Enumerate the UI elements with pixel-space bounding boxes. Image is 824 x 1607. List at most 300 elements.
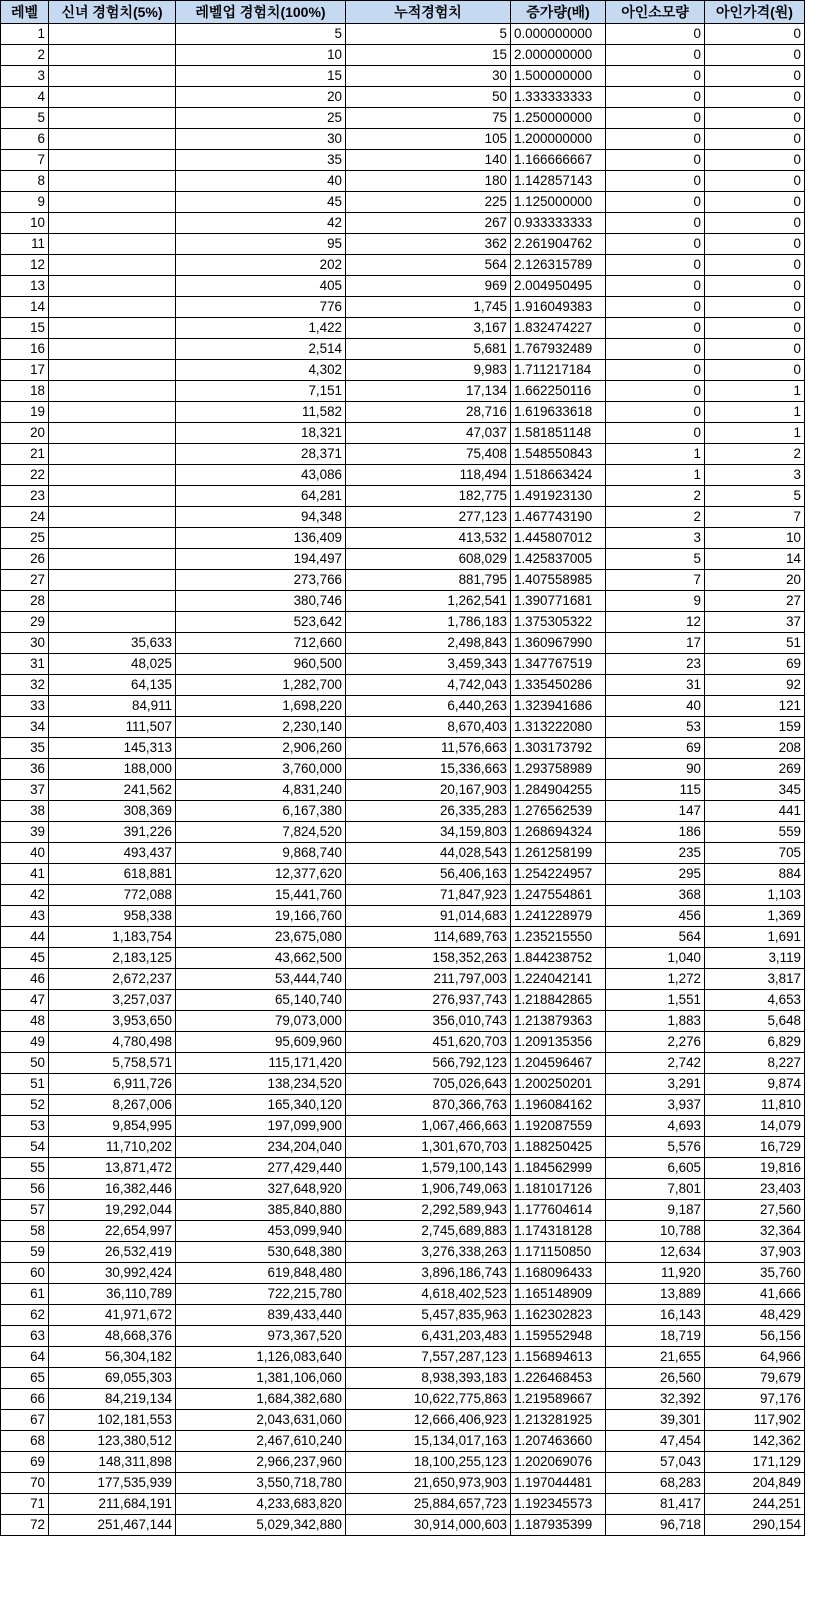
cell-level: 50 xyxy=(1,1053,49,1074)
cell-cumulative-exp: 225 xyxy=(346,192,511,213)
cell-increase-ratio: 1.165148909 xyxy=(511,1284,606,1305)
cell-levelup-exp: 64,281 xyxy=(176,486,346,507)
table-row xyxy=(1,507,805,528)
cell-levelup-exp: 40 xyxy=(176,171,346,192)
cell-goddess-exp: 64,135 xyxy=(49,675,176,696)
cell-goddess-exp xyxy=(49,66,176,87)
header-ain-price: 아인가격(원) xyxy=(705,1,805,24)
cell-increase-ratio: 1.500000000 xyxy=(511,66,606,87)
cell-ain-consumption: 6,605 xyxy=(606,1158,705,1179)
cell-ain-consumption: 12 xyxy=(606,612,705,633)
cell-increase-ratio: 1.518663424 xyxy=(511,465,606,486)
table-row xyxy=(1,780,805,801)
cell-ain-price: 208 xyxy=(705,738,805,759)
cell-increase-ratio: 1.159552948 xyxy=(511,1326,606,1347)
cell-ain-price: 0 xyxy=(705,297,805,318)
cell-levelup-exp: 138,234,520 xyxy=(176,1074,346,1095)
cell-cumulative-exp: 705,026,643 xyxy=(346,1074,511,1095)
cell-ain-price: 290,154 xyxy=(705,1515,805,1536)
cell-ain-consumption: 7 xyxy=(606,570,705,591)
cell-cumulative-exp: 4,742,043 xyxy=(346,675,511,696)
cell-levelup-exp: 2,467,610,240 xyxy=(176,1431,346,1452)
cell-level: 24 xyxy=(1,507,49,528)
cell-cumulative-exp: 182,775 xyxy=(346,486,511,507)
cell-ain-price: 1 xyxy=(705,402,805,423)
cell-level: 65 xyxy=(1,1368,49,1389)
cell-level: 37 xyxy=(1,780,49,801)
cell-goddess-exp xyxy=(49,276,176,297)
cell-ain-price: 16,729 xyxy=(705,1137,805,1158)
table-row xyxy=(1,423,805,444)
table-row xyxy=(1,171,805,192)
cell-ain-consumption: 0 xyxy=(606,150,705,171)
cell-ain-price: 0 xyxy=(705,150,805,171)
cell-ain-consumption: 0 xyxy=(606,276,705,297)
cell-cumulative-exp: 15,134,017,163 xyxy=(346,1431,511,1452)
cell-levelup-exp: 530,648,380 xyxy=(176,1242,346,1263)
cell-levelup-exp: 9,868,740 xyxy=(176,843,346,864)
table-row xyxy=(1,801,805,822)
cell-ain-consumption: 21,655 xyxy=(606,1347,705,1368)
table-row xyxy=(1,24,805,45)
cell-levelup-exp: 43,662,500 xyxy=(176,948,346,969)
table-header xyxy=(1,1,805,24)
cell-levelup-exp: 20 xyxy=(176,87,346,108)
cell-level: 72 xyxy=(1,1515,49,1536)
cell-levelup-exp: 1,381,106,060 xyxy=(176,1368,346,1389)
cell-ain-consumption: 4,693 xyxy=(606,1116,705,1137)
cell-increase-ratio: 2.126315789 xyxy=(511,255,606,276)
cell-ain-price: 51 xyxy=(705,633,805,654)
cell-ain-consumption: 368 xyxy=(606,885,705,906)
cell-goddess-exp xyxy=(49,444,176,465)
cell-ain-price: 1,103 xyxy=(705,885,805,906)
cell-increase-ratio: 1.235215550 xyxy=(511,927,606,948)
cell-cumulative-exp: 8,670,403 xyxy=(346,717,511,738)
cell-increase-ratio: 1.375305322 xyxy=(511,612,606,633)
cell-level: 61 xyxy=(1,1284,49,1305)
cell-levelup-exp: 453,099,940 xyxy=(176,1221,346,1242)
cell-ain-price: 35,760 xyxy=(705,1263,805,1284)
cell-levelup-exp: 202 xyxy=(176,255,346,276)
cell-goddess-exp: 84,219,134 xyxy=(49,1389,176,1410)
cell-goddess-exp: 111,507 xyxy=(49,717,176,738)
header-increase-ratio: 증가량(배) xyxy=(511,1,606,24)
table-row xyxy=(1,906,805,927)
cell-cumulative-exp: 158,352,263 xyxy=(346,948,511,969)
cell-goddess-exp: 2,183,125 xyxy=(49,948,176,969)
cell-ain-price: 142,362 xyxy=(705,1431,805,1452)
cell-ain-price: 27 xyxy=(705,591,805,612)
table-row xyxy=(1,948,805,969)
table-row xyxy=(1,1158,805,1179)
cell-levelup-exp: 197,099,900 xyxy=(176,1116,346,1137)
cell-cumulative-exp: 91,014,683 xyxy=(346,906,511,927)
table-row xyxy=(1,1326,805,1347)
cell-levelup-exp: 95,609,960 xyxy=(176,1032,346,1053)
cell-cumulative-exp: 1,906,749,063 xyxy=(346,1179,511,1200)
cell-cumulative-exp: 12,666,406,923 xyxy=(346,1410,511,1431)
cell-levelup-exp: 18,321 xyxy=(176,423,346,444)
cell-levelup-exp: 1,422 xyxy=(176,318,346,339)
cell-cumulative-exp: 608,029 xyxy=(346,549,511,570)
cell-level: 70 xyxy=(1,1473,49,1494)
table-row xyxy=(1,381,805,402)
cell-goddess-exp: 123,380,512 xyxy=(49,1431,176,1452)
cell-ain-price: 1,691 xyxy=(705,927,805,948)
cell-ain-consumption: 1,551 xyxy=(606,990,705,1011)
cell-ain-price: 69 xyxy=(705,654,805,675)
cell-ain-consumption: 1,272 xyxy=(606,969,705,990)
cell-goddess-exp xyxy=(49,192,176,213)
table-row xyxy=(1,465,805,486)
table-row xyxy=(1,696,805,717)
table-row xyxy=(1,1011,805,1032)
cell-ain-consumption: 17 xyxy=(606,633,705,654)
cell-increase-ratio: 1.313222080 xyxy=(511,717,606,738)
cell-ain-consumption: 31 xyxy=(606,675,705,696)
cell-ain-consumption: 1 xyxy=(606,444,705,465)
cell-level: 18 xyxy=(1,381,49,402)
cell-level: 17 xyxy=(1,360,49,381)
cell-ain-price: 0 xyxy=(705,192,805,213)
cell-ain-consumption: 0 xyxy=(606,24,705,45)
table-row xyxy=(1,843,805,864)
cell-ain-price: 37,903 xyxy=(705,1242,805,1263)
cell-cumulative-exp: 17,134 xyxy=(346,381,511,402)
table-row xyxy=(1,1137,805,1158)
cell-goddess-exp xyxy=(49,234,176,255)
cell-ain-consumption: 5,576 xyxy=(606,1137,705,1158)
cell-increase-ratio: 1.192345573 xyxy=(511,1494,606,1515)
cell-ain-consumption: 47,454 xyxy=(606,1431,705,1452)
cell-cumulative-exp: 75 xyxy=(346,108,511,129)
cell-ain-price: 9,874 xyxy=(705,1074,805,1095)
cell-goddess-exp xyxy=(49,612,176,633)
cell-levelup-exp: 11,582 xyxy=(176,402,346,423)
cell-level: 35 xyxy=(1,738,49,759)
cell-ain-price: 244,251 xyxy=(705,1494,805,1515)
cell-goddess-exp: 5,758,571 xyxy=(49,1053,176,1074)
cell-increase-ratio: 1.268694324 xyxy=(511,822,606,843)
cell-level: 33 xyxy=(1,696,49,717)
cell-goddess-exp xyxy=(49,549,176,570)
cell-ain-consumption: 32,392 xyxy=(606,1389,705,1410)
cell-ain-price: 4,653 xyxy=(705,990,805,1011)
cell-goddess-exp: 772,088 xyxy=(49,885,176,906)
cell-cumulative-exp: 211,797,003 xyxy=(346,969,511,990)
table-row xyxy=(1,276,805,297)
cell-increase-ratio: 1.171150850 xyxy=(511,1242,606,1263)
table-row xyxy=(1,297,805,318)
cell-ain-consumption: 0 xyxy=(606,423,705,444)
cell-levelup-exp: 776 xyxy=(176,297,346,318)
cell-increase-ratio: 1.197044481 xyxy=(511,1473,606,1494)
table-row xyxy=(1,1074,805,1095)
cell-increase-ratio: 1.187935399 xyxy=(511,1515,606,1536)
cell-ain-price: 0 xyxy=(705,276,805,297)
cell-increase-ratio: 1.293758989 xyxy=(511,759,606,780)
cell-levelup-exp: 523,642 xyxy=(176,612,346,633)
header-levelup-exp: 레벨업 경험치(100%) xyxy=(176,1,346,24)
cell-levelup-exp: 115,171,420 xyxy=(176,1053,346,1074)
cell-goddess-exp: 251,467,144 xyxy=(49,1515,176,1536)
cell-goddess-exp xyxy=(49,465,176,486)
cell-level: 27 xyxy=(1,570,49,591)
cell-cumulative-exp: 1,745 xyxy=(346,297,511,318)
cell-ain-consumption: 0 xyxy=(606,318,705,339)
table-row xyxy=(1,885,805,906)
cell-cumulative-exp: 5,457,835,963 xyxy=(346,1305,511,1326)
cell-level: 1 xyxy=(1,24,49,45)
cell-ain-price: 97,176 xyxy=(705,1389,805,1410)
cell-cumulative-exp: 881,795 xyxy=(346,570,511,591)
cell-level: 58 xyxy=(1,1221,49,1242)
cell-increase-ratio: 1.213879363 xyxy=(511,1011,606,1032)
cell-levelup-exp: 42 xyxy=(176,213,346,234)
cell-ain-consumption: 3 xyxy=(606,528,705,549)
cell-increase-ratio: 1.218842865 xyxy=(511,990,606,1011)
cell-increase-ratio: 1.916049383 xyxy=(511,297,606,318)
cell-ain-consumption: 26,560 xyxy=(606,1368,705,1389)
cell-levelup-exp: 1,698,220 xyxy=(176,696,346,717)
cell-goddess-exp xyxy=(49,486,176,507)
cell-goddess-exp: 19,292,044 xyxy=(49,1200,176,1221)
cell-goddess-exp xyxy=(49,129,176,150)
cell-levelup-exp: 43,086 xyxy=(176,465,346,486)
cell-increase-ratio: 1.200000000 xyxy=(511,129,606,150)
cell-levelup-exp: 65,140,740 xyxy=(176,990,346,1011)
cell-ain-consumption: 9 xyxy=(606,591,705,612)
cell-levelup-exp: 53,444,740 xyxy=(176,969,346,990)
cell-ain-price: 705 xyxy=(705,843,805,864)
cell-ain-consumption: 0 xyxy=(606,234,705,255)
cell-cumulative-exp: 34,159,803 xyxy=(346,822,511,843)
cell-ain-consumption: 40 xyxy=(606,696,705,717)
cell-levelup-exp: 79,073,000 xyxy=(176,1011,346,1032)
cell-ain-price: 0 xyxy=(705,87,805,108)
cell-level: 41 xyxy=(1,864,49,885)
cell-cumulative-exp: 356,010,743 xyxy=(346,1011,511,1032)
cell-level: 25 xyxy=(1,528,49,549)
cell-goddess-exp: 26,532,419 xyxy=(49,1242,176,1263)
cell-ain-consumption: 0 xyxy=(606,45,705,66)
table-row xyxy=(1,255,805,276)
cell-ain-consumption: 564 xyxy=(606,927,705,948)
cell-goddess-exp xyxy=(49,213,176,234)
cell-level: 26 xyxy=(1,549,49,570)
cell-ain-price: 92 xyxy=(705,675,805,696)
cell-goddess-exp: 188,000 xyxy=(49,759,176,780)
cell-level: 2 xyxy=(1,45,49,66)
cell-increase-ratio: 1.276562539 xyxy=(511,801,606,822)
table-row xyxy=(1,1032,805,1053)
table-row xyxy=(1,1284,805,1305)
cell-level: 69 xyxy=(1,1452,49,1473)
cell-goddess-exp: 8,267,006 xyxy=(49,1095,176,1116)
cell-increase-ratio: 1.333333333 xyxy=(511,87,606,108)
cell-increase-ratio: 1.177604614 xyxy=(511,1200,606,1221)
cell-goddess-exp xyxy=(49,423,176,444)
cell-levelup-exp: 4,302 xyxy=(176,360,346,381)
cell-ain-price: 56,156 xyxy=(705,1326,805,1347)
cell-cumulative-exp: 56,406,163 xyxy=(346,864,511,885)
cell-ain-price: 0 xyxy=(705,234,805,255)
cell-cumulative-exp: 10,622,775,863 xyxy=(346,1389,511,1410)
cell-level: 34 xyxy=(1,717,49,738)
cell-ain-price: 23,403 xyxy=(705,1179,805,1200)
cell-cumulative-exp: 4,618,402,523 xyxy=(346,1284,511,1305)
cell-level: 40 xyxy=(1,843,49,864)
cell-ain-price: 5,648 xyxy=(705,1011,805,1032)
cell-levelup-exp: 722,215,780 xyxy=(176,1284,346,1305)
cell-cumulative-exp: 277,123 xyxy=(346,507,511,528)
cell-ain-consumption: 18,719 xyxy=(606,1326,705,1347)
cell-ain-consumption: 3,291 xyxy=(606,1074,705,1095)
cell-ain-price: 1 xyxy=(705,381,805,402)
table-row xyxy=(1,87,805,108)
cell-level: 32 xyxy=(1,675,49,696)
table-row xyxy=(1,1515,805,1536)
cell-ain-consumption: 235 xyxy=(606,843,705,864)
cell-levelup-exp: 1,684,382,680 xyxy=(176,1389,346,1410)
cell-ain-consumption: 295 xyxy=(606,864,705,885)
cell-level: 64 xyxy=(1,1347,49,1368)
cell-levelup-exp: 194,497 xyxy=(176,549,346,570)
cell-ain-price: 121 xyxy=(705,696,805,717)
cell-increase-ratio: 1.226468453 xyxy=(511,1368,606,1389)
cell-goddess-exp: 22,654,997 xyxy=(49,1221,176,1242)
cell-level: 8 xyxy=(1,171,49,192)
cell-increase-ratio: 1.209135356 xyxy=(511,1032,606,1053)
cell-goddess-exp xyxy=(49,45,176,66)
cell-cumulative-exp: 18,100,255,123 xyxy=(346,1452,511,1473)
cell-goddess-exp xyxy=(49,402,176,423)
cell-levelup-exp: 2,043,631,060 xyxy=(176,1410,346,1431)
cell-levelup-exp: 619,848,480 xyxy=(176,1263,346,1284)
cell-cumulative-exp: 7,557,287,123 xyxy=(346,1347,511,1368)
cell-ain-consumption: 0 xyxy=(606,360,705,381)
table-row xyxy=(1,1221,805,1242)
table-row xyxy=(1,339,805,360)
cell-cumulative-exp: 28,716 xyxy=(346,402,511,423)
cell-goddess-exp xyxy=(49,528,176,549)
cell-increase-ratio: 1.200250201 xyxy=(511,1074,606,1095)
table-row xyxy=(1,927,805,948)
cell-cumulative-exp: 451,620,703 xyxy=(346,1032,511,1053)
cell-level: 15 xyxy=(1,318,49,339)
cell-level: 39 xyxy=(1,822,49,843)
cell-goddess-exp: 36,110,789 xyxy=(49,1284,176,1305)
cell-ain-price: 32,364 xyxy=(705,1221,805,1242)
cell-level: 12 xyxy=(1,255,49,276)
cell-ain-price: 441 xyxy=(705,801,805,822)
cell-increase-ratio: 2.000000000 xyxy=(511,45,606,66)
cell-levelup-exp: 273,766 xyxy=(176,570,346,591)
cell-levelup-exp: 2,966,237,960 xyxy=(176,1452,346,1473)
cell-levelup-exp: 35 xyxy=(176,150,346,171)
cell-increase-ratio: 1.166666667 xyxy=(511,150,606,171)
cell-goddess-exp xyxy=(49,381,176,402)
table-row xyxy=(1,318,805,339)
cell-ain-consumption: 0 xyxy=(606,171,705,192)
cell-ain-price: 0 xyxy=(705,24,805,45)
cell-ain-price: 0 xyxy=(705,129,805,150)
cell-ain-consumption: 68,283 xyxy=(606,1473,705,1494)
cell-increase-ratio: 1.254224957 xyxy=(511,864,606,885)
cell-ain-consumption: 5 xyxy=(606,549,705,570)
table-row xyxy=(1,234,805,255)
table-row xyxy=(1,150,805,171)
cell-cumulative-exp: 71,847,923 xyxy=(346,885,511,906)
cell-goddess-exp xyxy=(49,507,176,528)
cell-ain-price: 19,816 xyxy=(705,1158,805,1179)
cell-goddess-exp: 35,633 xyxy=(49,633,176,654)
cell-goddess-exp xyxy=(49,87,176,108)
table-row xyxy=(1,675,805,696)
cell-level: 13 xyxy=(1,276,49,297)
cell-ain-consumption: 57,043 xyxy=(606,1452,705,1473)
cell-levelup-exp: 45 xyxy=(176,192,346,213)
cell-ain-price: 0 xyxy=(705,45,805,66)
cell-levelup-exp: 15 xyxy=(176,66,346,87)
cell-cumulative-exp: 105 xyxy=(346,129,511,150)
cell-level: 46 xyxy=(1,969,49,990)
cell-cumulative-exp: 276,937,743 xyxy=(346,990,511,1011)
cell-level: 45 xyxy=(1,948,49,969)
cell-ain-consumption: 90 xyxy=(606,759,705,780)
cell-ain-consumption: 12,634 xyxy=(606,1242,705,1263)
cell-increase-ratio: 1.711217184 xyxy=(511,360,606,381)
table-row xyxy=(1,402,805,423)
cell-ain-consumption: 115 xyxy=(606,780,705,801)
table-row xyxy=(1,444,805,465)
cell-ain-consumption: 11,920 xyxy=(606,1263,705,1284)
cell-increase-ratio: 1.425837005 xyxy=(511,549,606,570)
table-row xyxy=(1,1200,805,1221)
cell-levelup-exp: 12,377,620 xyxy=(176,864,346,885)
cell-increase-ratio: 0.933333333 xyxy=(511,213,606,234)
cell-increase-ratio: 1.491923130 xyxy=(511,486,606,507)
cell-level: 22 xyxy=(1,465,49,486)
cell-levelup-exp: 15,441,760 xyxy=(176,885,346,906)
header-goddess-exp: 신녀 경험치(5%) xyxy=(49,1,176,24)
cell-goddess-exp: 618,881 xyxy=(49,864,176,885)
cell-level: 5 xyxy=(1,108,49,129)
cell-levelup-exp: 2,514 xyxy=(176,339,346,360)
cell-ain-price: 559 xyxy=(705,822,805,843)
cell-ain-consumption: 3,937 xyxy=(606,1095,705,1116)
cell-levelup-exp: 385,840,880 xyxy=(176,1200,346,1221)
cell-levelup-exp: 3,760,000 xyxy=(176,759,346,780)
cell-level: 62 xyxy=(1,1305,49,1326)
cell-levelup-exp: 10 xyxy=(176,45,346,66)
cell-cumulative-exp: 30 xyxy=(346,66,511,87)
cell-increase-ratio: 1.162302823 xyxy=(511,1305,606,1326)
cell-cumulative-exp: 118,494 xyxy=(346,465,511,486)
cell-cumulative-exp: 25,884,657,723 xyxy=(346,1494,511,1515)
cell-goddess-exp: 41,971,672 xyxy=(49,1305,176,1326)
header-level: 레벨 xyxy=(1,1,49,24)
cell-level: 31 xyxy=(1,654,49,675)
cell-levelup-exp: 23,675,080 xyxy=(176,927,346,948)
cell-level: 68 xyxy=(1,1431,49,1452)
cell-ain-consumption: 456 xyxy=(606,906,705,927)
cell-increase-ratio: 1.142857143 xyxy=(511,171,606,192)
cell-increase-ratio: 2.004950495 xyxy=(511,276,606,297)
cell-goddess-exp: 56,304,182 xyxy=(49,1347,176,1368)
cell-goddess-exp: 69,055,303 xyxy=(49,1368,176,1389)
